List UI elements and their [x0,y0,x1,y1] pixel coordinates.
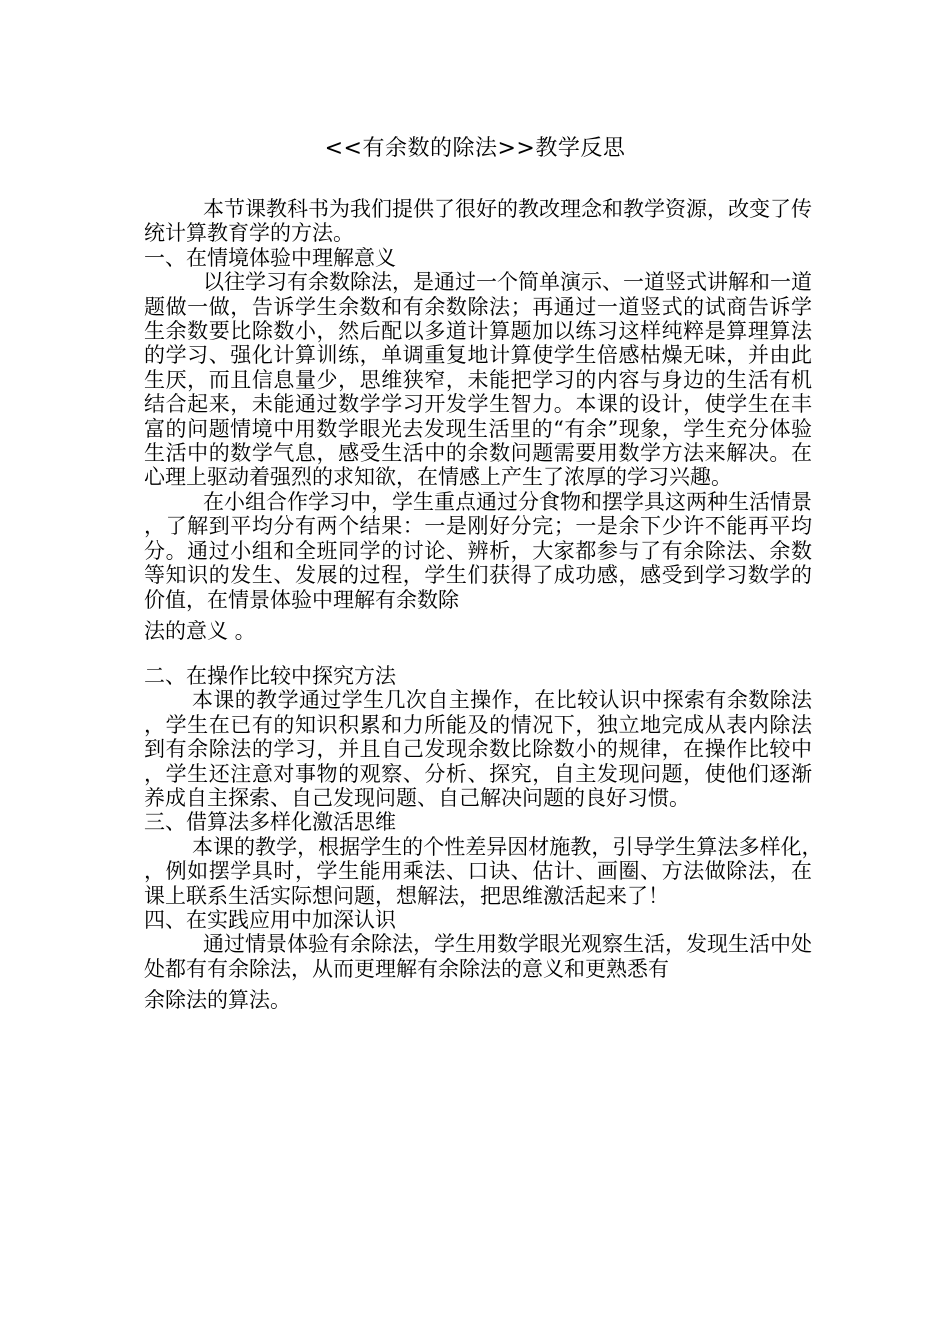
section-4-heading: 四、在实践应用中加深认识 [144,907,396,932]
section-1-paragraph-1: 以往学习有余数除法，是通过一个简单演示、一道竖式讲解和一道题做一做，告诉学生余数和有余数除法；再通过一道竖式的试商告诉学生余数要比除数小，然后配以多道计算题加以练习这样纯粹是算理算法的学习、强化计算训练，单调重复地计算使学生倍感枯燥无味，并由此生厌，而且信息量少，思维狭窄，未能把学习的内容与身边的生活有机结合起来，未能通过数学学习开发学生智力。本课的设计，使学生在丰富的问题情境中用数学眼光去发现生活里的“有余”现象，学生充分体验生活中的数学气息，感受生活中的余数问题需要用数学方法来解决。在心理上驱动着强烈的求知欲，在情感上产生了浓厚的学习兴趣。 [144,270,812,490]
document-body [144,197,812,1019]
section-1-paragraph-2: 在小组合作学习中，学生重点通过分食物和摆学具这两种生活情景，了解到平均分有两个结果：一是刚好分完；一是余下少许不能再平均分。通过小组和全班同学的讨论、辨析，大家都参与了有余除法、余数等知识的发生、发展的过程，学生们获得了成功感，感受到学习数学的价值，在情景体验中理解有余数除 [144,489,812,612]
document-title: <<有余数的除法>>教学反思 [324,136,626,161]
section-4-paragraph-1: 通过情景体验有余除法，学生用数学眼光观察生活，发现生活中处处都有有余除法，从而更理解有余除法的意义和更熟悉有 [144,932,812,981]
intro-paragraph: 本节课教科书为我们提供了很好的教改理念和教学资源，改变了传统计算教育学的方法。 [144,197,812,246]
section-1-paragraph-2-tail: 法的意义 。 [144,618,256,643]
section-2-heading: 二、在操作比较中探究方法 [144,663,396,688]
section-3-paragraph-1: 本课的教学，根据学生的个性差异因材施教，引导学生算法多样化，，例如摆学具时，学生能用乘法、口诀、估计、画圈、方法做除法，在课上联系生活实际想问题，想解法，把思维激活起来了！ [144,834,812,908]
section-3-heading: 三、借算法多样化激活思维 [144,810,396,835]
section-2-paragraph-1: 本课的教学通过学生几次自主操作，在比较认识中探索有余数除法，学生在已有的知识积累和力所能及的情况下，独立地完成从表内除法到有余除法的学习，并且自己发现余数比除数小的规律，在操作比较中，学生还注意对事物的观察、分析、探究，自主发现问题，使他们逐渐养成自主探索、自己发现问题、自己解决问题的良好习惯。 [144,688,812,810]
section-1-heading: 一、在情境体验中理解意义 [144,245,396,270]
section-4-paragraph-1-tail: 余除法的算法。 [144,988,291,1013]
